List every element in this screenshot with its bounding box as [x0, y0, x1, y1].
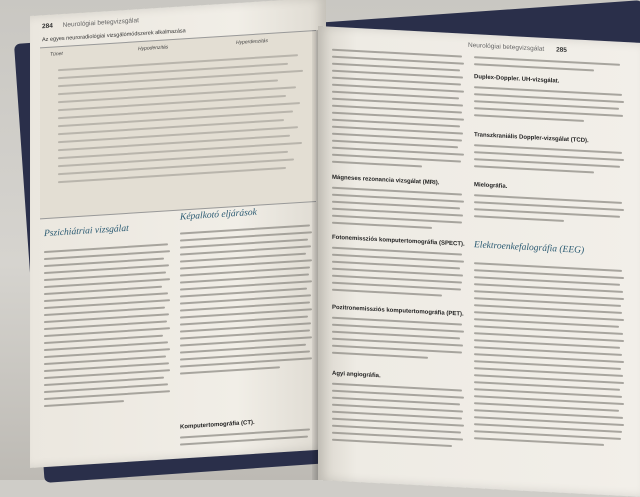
left-column-2-text [180, 224, 312, 379]
para-mri-text [332, 187, 464, 236]
section-title-kepalkoto: Képalkotó eljárások [180, 207, 257, 223]
left-page-number: 284 [42, 22, 53, 31]
right-page-number: 285 [556, 46, 567, 55]
right-page [318, 26, 640, 497]
table-col-hypo: Hypodenzitás [138, 44, 169, 53]
right-header-chapter: Neurológiai betegvizsgálat [468, 41, 545, 53]
para-spect-text [332, 247, 464, 303]
para-mielo-text [474, 194, 624, 230]
table-col-symptom: Tünet [50, 50, 63, 58]
left-header [42, 17, 139, 30]
para-tcd-text [474, 144, 624, 180]
section-title-pszichiatriai: Pszichiátriai vizsgálat [44, 223, 129, 240]
eeg-section-text [474, 262, 624, 452]
para-angio-heading: Agyi angiográfia. [332, 370, 381, 380]
para-pet-heading: Pozitronemissziós komputertomográfia (PET). [332, 304, 464, 318]
para-angio-text [332, 383, 464, 453]
left-column-1-text [44, 243, 170, 412]
para-ct-heading: Komputertomográfia (CT). [180, 419, 255, 431]
section-title-eeg: Elektroenkefalográfia (EEG) [474, 240, 585, 256]
comparison-table [40, 30, 316, 219]
para-mielo-heading: Mielográfia. [474, 182, 508, 190]
left-header-chapter: Neurológiai betegvizsgálat [62, 17, 139, 29]
right-column-1-top-text [332, 49, 464, 175]
para-duplex-text [474, 86, 624, 129]
table-caption: Az egyes neuroradiológiai vizsgálómódszerek alkalmazása [42, 28, 186, 44]
left-page [30, 0, 326, 468]
para-duplex-heading: Duplex-Doppler. UH-vizsgálat. [474, 74, 560, 85]
right-header [468, 42, 575, 55]
table-rows [40, 47, 316, 214]
table-col-hyper: Hyperdenzitás [236, 38, 268, 47]
left-column-2-tail [180, 428, 312, 450]
para-mri-heading: Mágneses rezonancia vizsgálat (MRI). [332, 174, 440, 187]
para-pet-text [332, 317, 464, 366]
para-tcd-heading: Transzkraniális Doppler-vizsgálat (TCD). [474, 132, 589, 145]
para-spect-heading: Fotonemissziós komputertomográfia (SPECT). [332, 234, 465, 248]
